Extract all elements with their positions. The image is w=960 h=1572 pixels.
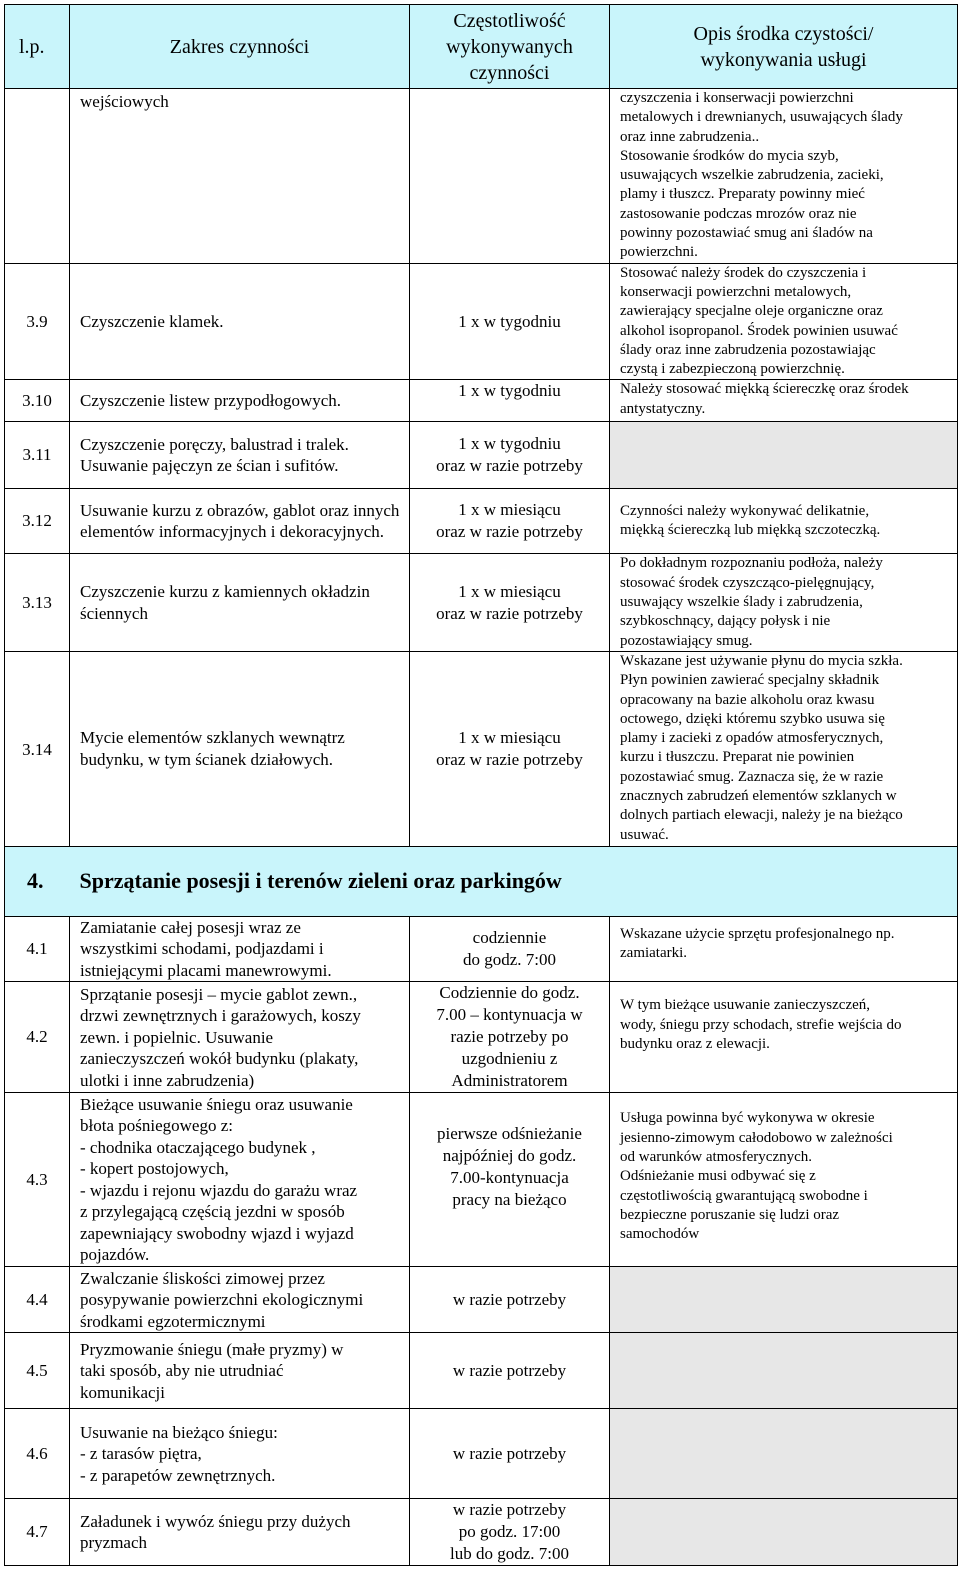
row-description: czyszczenia i konserwacji powierzchni metalowych i drewnianych, usuwających ślady oraz inne zabrudzenia.. Stosowanie środków do mycia szyb, usuwających wszelkie zabrudzenia, zacieki, plamy i tłuszcz. Preparaty powinny mieć zastosowanie podczas mrozów oraz nie powinny pozostawiać smug ani śladów na powierzchni. bbox=[610, 89, 958, 264]
row-description: Wskazane jest używanie płynu do mycia szkła. Płyn powinien zawierać specjalny składnik opracowany na bazie alkoholu oraz kwasu octowego, dzięki któremu szybko usuwa się plamy i zacieki z opadów atmosferycznych, kurzu i tłuszczu. Preparat nie powinien pozostawiać smug. Zaznacza się, że w razie znacznych zabrudzeń elementów szklanych w dolnych partiach elewacji, należy je na bieżąco usuwać. bbox=[610, 651, 958, 846]
row-description bbox=[610, 1409, 958, 1499]
row-number: 4.6 bbox=[5, 1409, 70, 1499]
row-frequency bbox=[410, 89, 610, 264]
row-scope: Bieżące usuwanie śniegu oraz usuwanie błota pośniegowego z: - chodnika otaczającego budynek , - kopert postojowych, - wjazdu i rejonu wjazdu do garażu wraz z przylegającą częścią jezdni w sposób zapewniający swobodny wjazd i wyjazd pojazdów. bbox=[70, 1093, 410, 1267]
row-scope: Czyszczenie listew przypodłogowych. bbox=[70, 380, 410, 422]
row-description: Stosować należy środek do czyszczenia i konserwacji powierzchni metalowych, zawierający specjalne oleje organiczne oraz alkohol isopropanol. Środek powinien usuwać ślady oraz inne zabrudzenia pozostawiając czystą i zabezpieczoną powierzchnię. bbox=[610, 263, 958, 380]
row-number: 4.7 bbox=[5, 1499, 70, 1566]
scope-of-work-table bbox=[4, 4, 958, 1566]
header-frequency: Częstotliwość wykonywanych czynności bbox=[410, 5, 610, 89]
row-description: Należy stosować miękką ściereczkę oraz środek antystatyczny. bbox=[610, 380, 958, 422]
row-description bbox=[610, 1267, 958, 1333]
row-frequency: w razie potrzeby bbox=[410, 1267, 610, 1333]
row-number bbox=[5, 89, 70, 264]
table-header bbox=[5, 5, 958, 89]
row-number: 3.14 bbox=[5, 651, 70, 846]
row-description bbox=[610, 422, 958, 489]
row-number: 3.10 bbox=[5, 380, 70, 422]
row-scope: Zamiatanie całej posesji wraz ze wszystkimi schodami, podjazdami i istniejącymi placami manewrowymi. bbox=[70, 916, 410, 982]
row-number: 4.3 bbox=[5, 1093, 70, 1267]
table-row bbox=[5, 380, 958, 422]
row-number: 3.9 bbox=[5, 263, 70, 380]
table-row bbox=[5, 1267, 958, 1333]
row-frequency: Codziennie do godz. 7.00 – kontynuacja w razie potrzeby po uzgodnieniu z Administratorem bbox=[410, 982, 610, 1093]
table-row bbox=[5, 916, 958, 982]
row-frequency: 1 x w miesiącu oraz w razie potrzeby bbox=[410, 651, 610, 846]
header-description: Opis środka czystości/ wykonywania usługi bbox=[610, 5, 958, 89]
row-scope: Usuwanie kurzu z obrazów, gablot oraz innych elementów informacyjnych i dekoracyjnych. bbox=[70, 489, 410, 554]
row-description bbox=[610, 1333, 958, 1409]
row-number: 4.2 bbox=[5, 982, 70, 1093]
row-scope: wejściowych bbox=[70, 89, 410, 264]
row-scope: Czyszczenie klamek. bbox=[70, 263, 410, 380]
row-frequency: 1 x w tygodniu bbox=[410, 263, 610, 380]
table-row bbox=[5, 422, 958, 489]
row-number: 4.5 bbox=[5, 1333, 70, 1409]
row-frequency: pierwsze odśnieżanie najpóźniej do godz. 7.00-kontynuacja pracy na bieżąco bbox=[410, 1093, 610, 1267]
section-heading bbox=[5, 846, 958, 916]
row-scope: Czyszczenie kurzu z kamiennych okładzin ściennych bbox=[70, 554, 410, 651]
row-frequency: w razie potrzeby bbox=[410, 1333, 610, 1409]
section-number: 4. bbox=[5, 846, 70, 916]
table-row bbox=[5, 554, 958, 651]
row-description: W tym bieżące usuwanie zanieczyszczeń, wody, śniegu przy schodach, strefie wejścia do budynku oraz z elewacji. bbox=[610, 982, 958, 1093]
row-scope: Mycie elementów szklanych wewnątrz budynku, w tym ścianek działowych. bbox=[70, 651, 410, 846]
row-scope: Czyszczenie poręczy, balustrad i tralek. Usuwanie pajęczyn ze ścian i sufitów. bbox=[70, 422, 410, 489]
row-frequency: codziennie do godz. 7:00 bbox=[410, 916, 610, 982]
table-row bbox=[5, 1333, 958, 1409]
table-row bbox=[5, 982, 958, 1093]
row-scope: Sprzątanie posesji – mycie gablot zewn., drzwi zewnętrznych i garażowych, koszy zewn. i popielnic. Usuwanie zanieczyszczeń wokół budynku (plakaty, ulotki i inne zabrudzenia) bbox=[70, 982, 410, 1093]
row-scope: Pryzmowanie śniegu (małe pryzmy) w taki sposób, aby nie utrudniać komunikacji bbox=[70, 1333, 410, 1409]
row-scope: Zwalczanie śliskości zimowej przez posypywanie powierzchni ekologicznymi środkami egzotermicznymi bbox=[70, 1267, 410, 1333]
row-description bbox=[610, 1499, 958, 1566]
header-scope: Zakres czynności bbox=[70, 5, 410, 89]
row-frequency: 1 x w tygodniu oraz w razie potrzeby bbox=[410, 422, 610, 489]
table-row bbox=[5, 89, 958, 264]
row-number: 3.11 bbox=[5, 422, 70, 489]
row-number: 3.13 bbox=[5, 554, 70, 651]
table-row bbox=[5, 1499, 958, 1566]
row-frequency: w razie potrzeby bbox=[410, 1409, 610, 1499]
section-title: Sprzątanie posesji i terenów zieleni oraz parkingów bbox=[70, 846, 958, 916]
row-frequency: w razie potrzeby po godz. 17:00 lub do godz. 7:00 bbox=[410, 1499, 610, 1566]
table-row bbox=[5, 1093, 958, 1267]
row-description: Wskazane użycie sprzętu profesjonalnego np. zamiatarki. bbox=[610, 916, 958, 982]
row-number: 4.1 bbox=[5, 916, 70, 982]
row-frequency: 1 x w tygodniu bbox=[410, 380, 610, 422]
row-scope: Usuwanie na bieżąco śniegu: - z tarasów piętra, - z parapetów zewnętrznych. bbox=[70, 1409, 410, 1499]
row-number: 3.12 bbox=[5, 489, 70, 554]
table-row bbox=[5, 1409, 958, 1499]
row-frequency: 1 x w miesiącu oraz w razie potrzeby bbox=[410, 554, 610, 651]
row-description: Po dokładnym rozpoznaniu podłoża, należy stosować środek czyszcząco-pielęgnujący, usuwający wszelkie ślady i zabrudzenia, szybkoschnący, dający połysk i nie pozostawiający smug. bbox=[610, 554, 958, 651]
row-description: Usługa powinna być wykonywa w okresie jesienno-zimowym całodobowo w zależności od warunków atmosferycznych. Odśnieżanie musi odbywać się z częstotliwością gwarantującą swobodne i bezpieczne poruszanie się ludzi oraz samochodów bbox=[610, 1093, 958, 1267]
table-row bbox=[5, 489, 958, 554]
table-row bbox=[5, 263, 958, 380]
row-scope: Załadunek i wywóz śniegu przy dużych pryzmach bbox=[70, 1499, 410, 1566]
row-description: Czynności należy wykonywać delikatnie, miękką ściereczką lub miękką szczoteczką. bbox=[610, 489, 958, 554]
table-row bbox=[5, 651, 958, 846]
row-number: 4.4 bbox=[5, 1267, 70, 1333]
row-frequency: 1 x w miesiącu oraz w razie potrzeby bbox=[410, 489, 610, 554]
header-lp: l.p. bbox=[5, 5, 70, 89]
